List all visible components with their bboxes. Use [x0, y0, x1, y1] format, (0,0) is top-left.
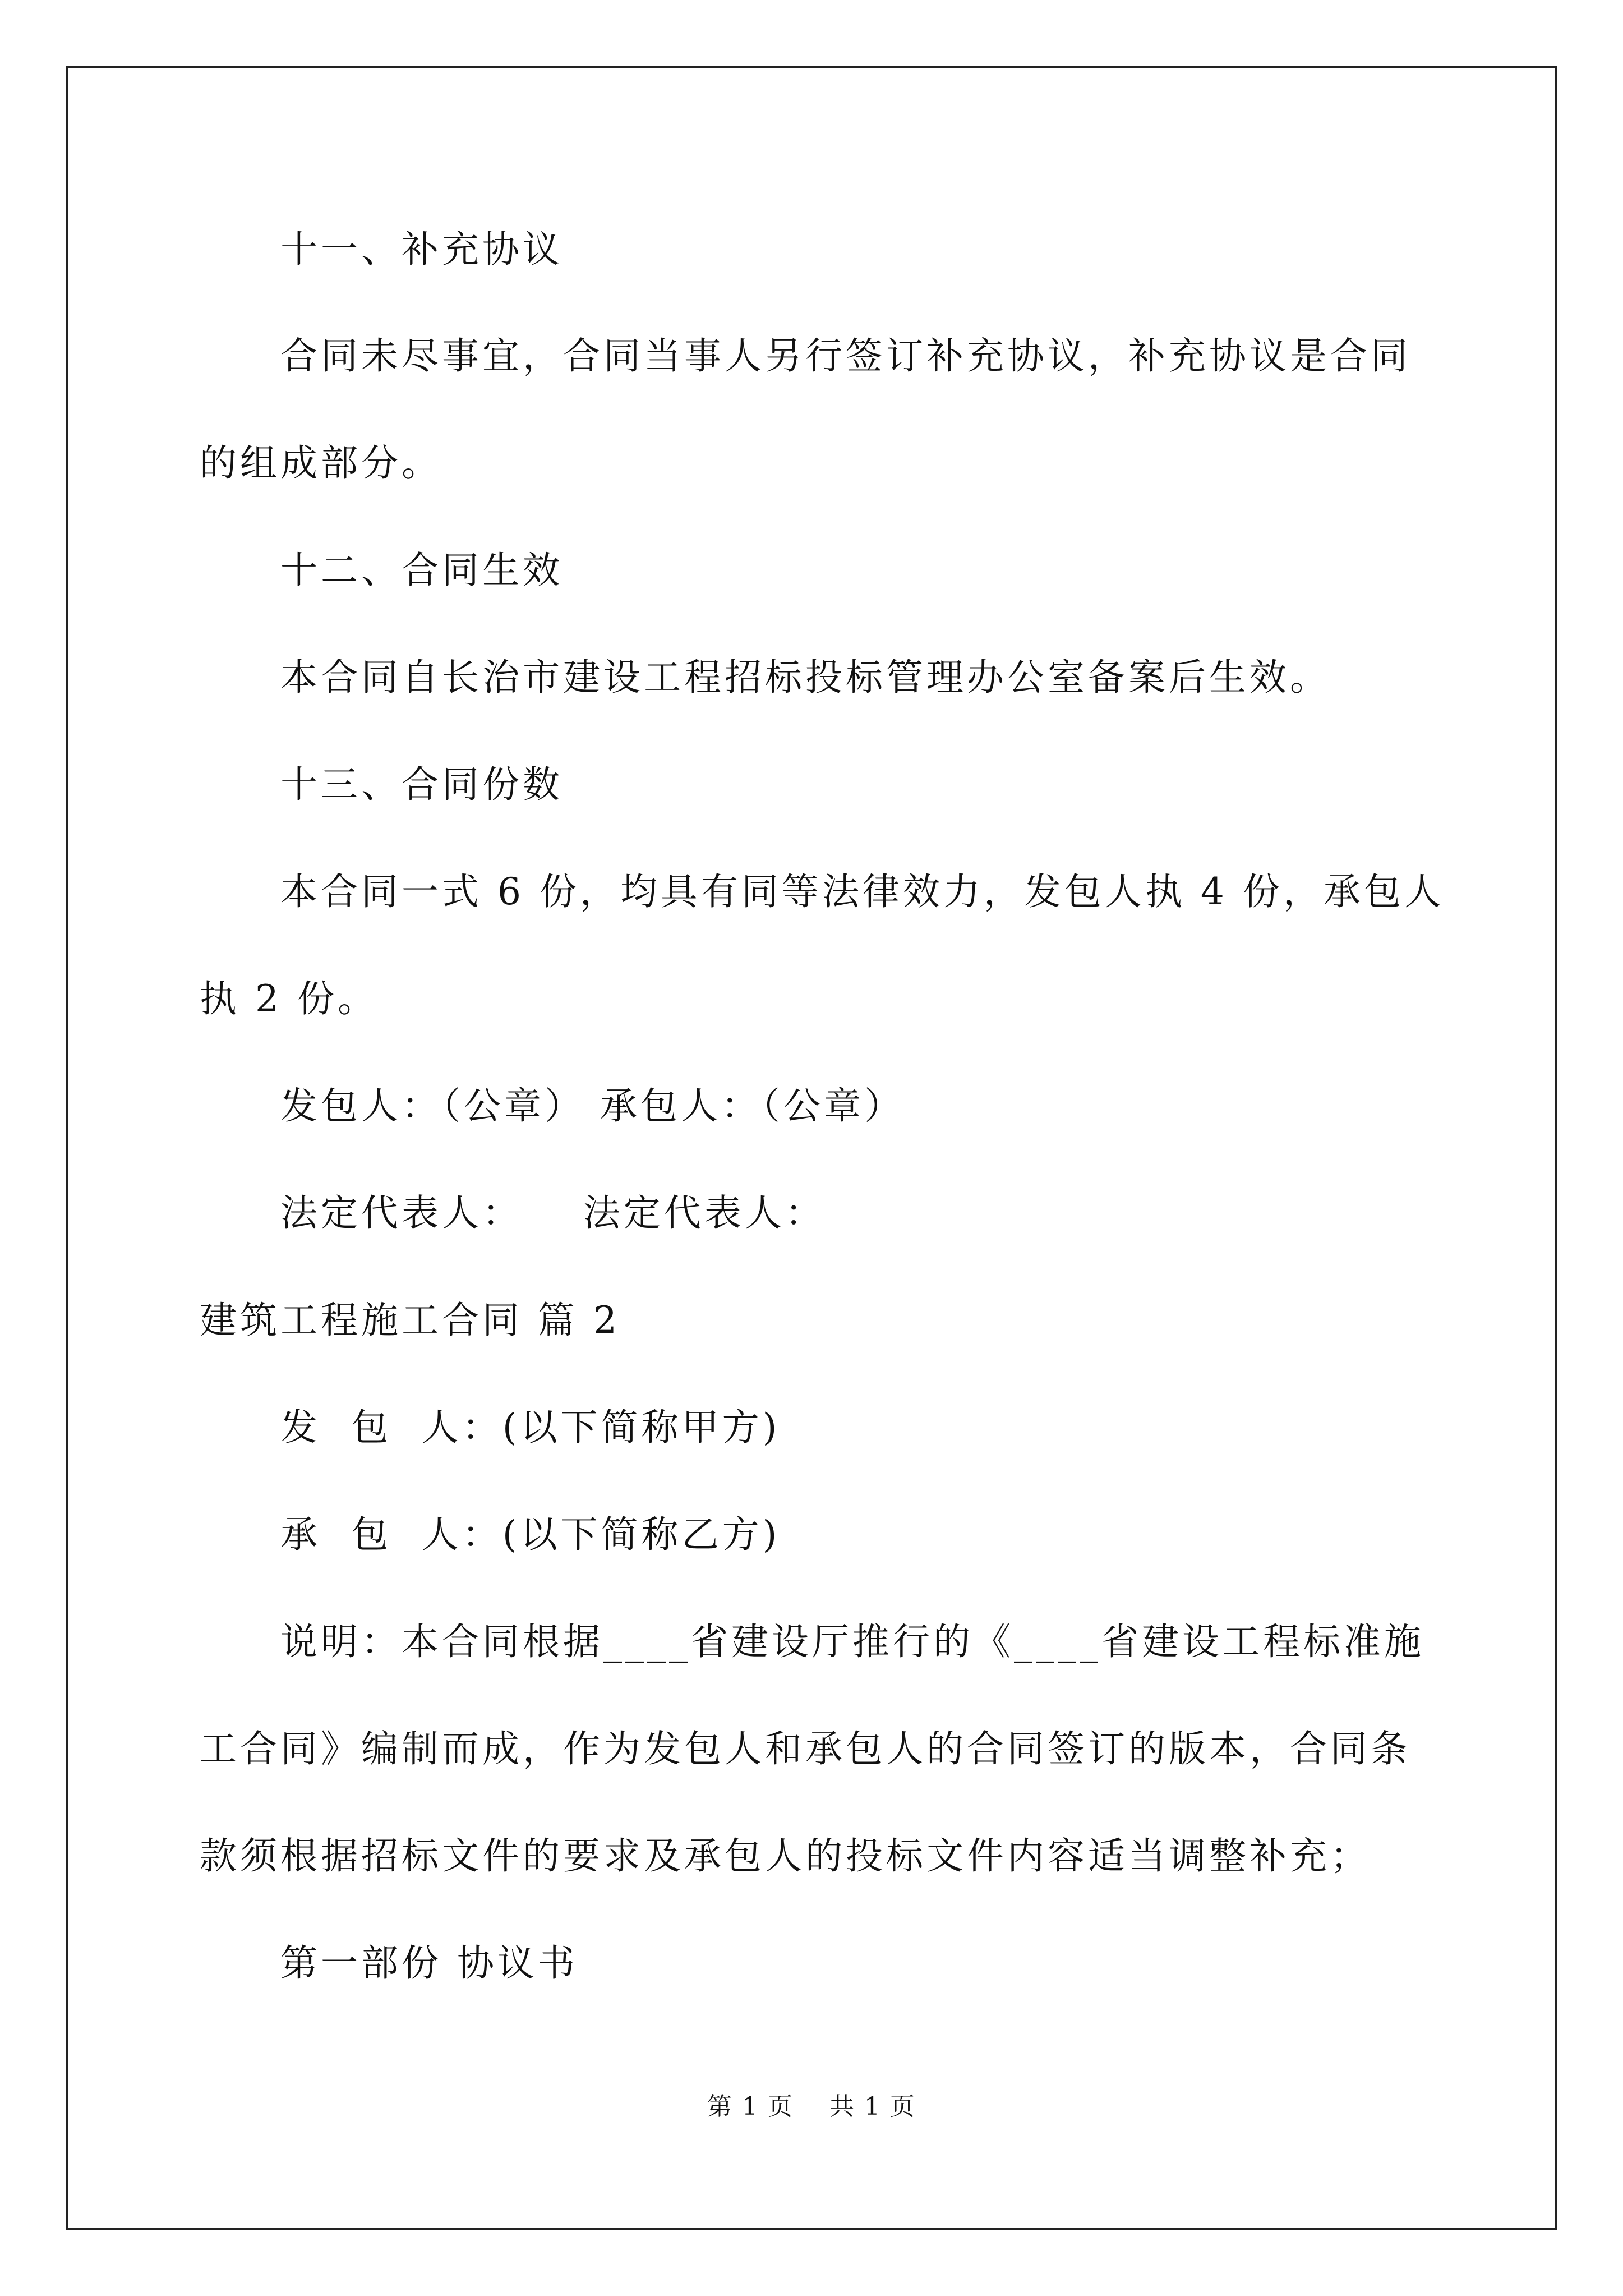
paragraph-line: 款须根据招标文件的要求及承包人的投标文件内容适当调整补充；	[200, 1834, 1371, 1878]
page-border	[66, 66, 1557, 2230]
paragraph-line: 工合同》编制而成，作为发包人和承包人的合同签订的版本，合同条	[200, 1727, 1411, 1770]
section-heading-11: 十一、补充协议	[280, 228, 563, 271]
signature-seal-line: 发包人：（公章） 承包人：（公章）	[280, 1084, 905, 1128]
section-heading-12: 十二、合同生效	[280, 549, 563, 592]
signature-representative-line: 法定代表人： 法定代表人：	[280, 1191, 826, 1235]
paragraph-line: 说明：本合同根据____省建设厅推行的《____省建设工程标准施	[280, 1620, 1424, 1663]
paragraph-line: 本合同一式 6 份，均具有同等法律效力，发包人执 4 份，承包人	[280, 870, 1445, 913]
part-heading: 第一部份 协议书	[280, 1941, 578, 1985]
document-subtitle: 建筑工程施工合同 篇 2	[200, 1299, 620, 1342]
section-heading-13: 十三、合同份数	[280, 763, 563, 806]
paragraph-line: 的组成部分。	[200, 441, 442, 485]
paragraph-line: 执 2 份。	[200, 977, 378, 1020]
paragraph-line: 本合同自长治市建设工程招标投标管理办公室备案后生效。	[280, 656, 1330, 699]
page-footer: 第 1 页 共 1 页	[707, 2092, 916, 2121]
party-a-line: 发 包 人：(以下简称甲方)	[280, 1406, 781, 1449]
paragraph-line: 合同未尽事宜，合同当事人另行签订补充协议，补充协议是合同	[280, 334, 1411, 378]
party-b-line: 承 包 人：(以下简称乙方)	[280, 1513, 781, 1556]
